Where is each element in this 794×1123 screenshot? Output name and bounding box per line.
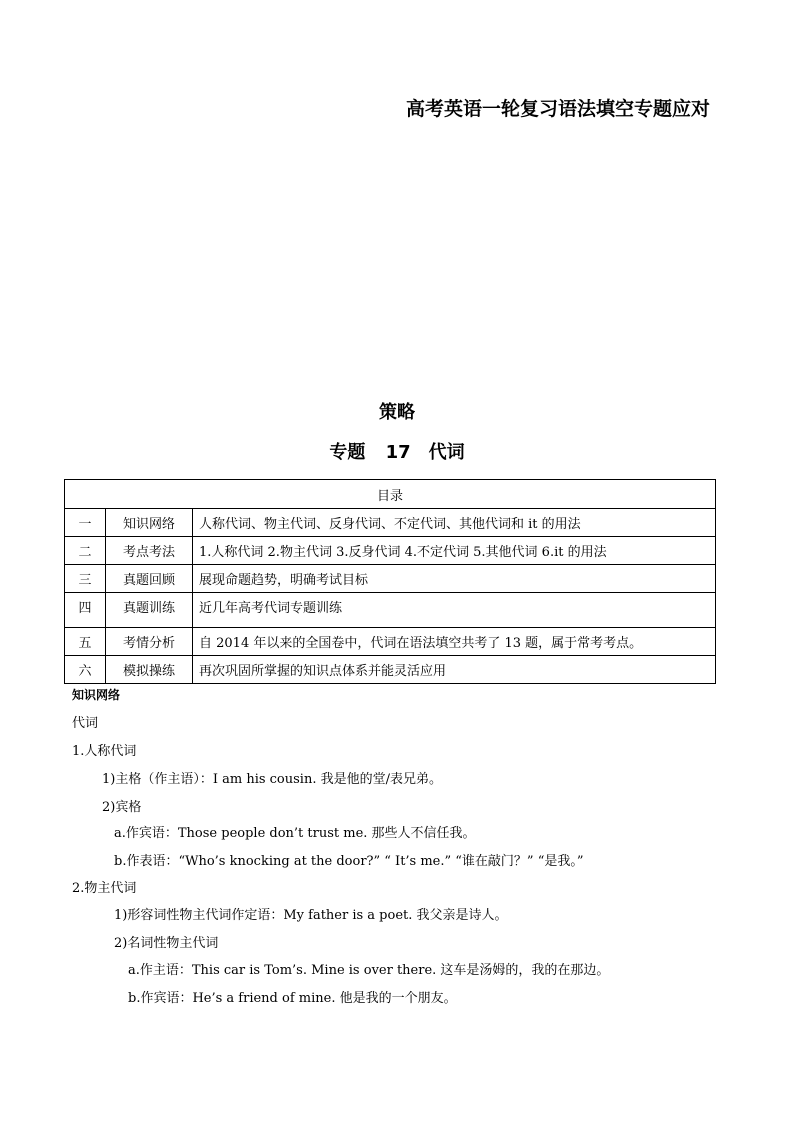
toc-num: 四 (65, 593, 106, 628)
toc-desc: 近几年高考代词专题训练 (193, 593, 716, 628)
table-row (65, 509, 716, 537)
topic-label: 代词 (72, 716, 99, 731)
section-item: 1.人称代词 (72, 744, 137, 759)
toc-name: 考点考法 (106, 537, 193, 565)
sub-item: 2)名词性物主代词 (114, 936, 219, 951)
toc-num: 六 (65, 656, 106, 684)
example-line: a.作宾语：Those people don’t trust me. 那些人不信任我。 (114, 826, 476, 841)
toc-name: 考情分析 (106, 628, 193, 656)
table-row (65, 565, 716, 593)
toc-name: 知识网络 (106, 509, 193, 537)
example-line: 1)形容词性物主代词作定语：My father is a poet. 我父亲是诗人。 (114, 908, 508, 923)
example-line: b.作表语：“Who’s knocking at the door?” “ It’s me.” “谁在敲门？” “是我。” (114, 854, 584, 869)
toc-desc: 展现命题趋势，明确考试目标 (193, 565, 716, 593)
toc-desc: 自 2014 年以来的全国卷中，代词在语法填空共考了 13 题，属于常考考点。 (193, 628, 716, 656)
section-heading: 知识网络 (72, 688, 121, 702)
toc-desc: 人称代词、物主代词、反身代词、不定代词、其他代词和 it 的用法 (193, 509, 716, 537)
toc-num: 一 (65, 509, 106, 537)
toc-name: 真题回顾 (106, 565, 193, 593)
document-subtitle: 策略 (379, 402, 415, 423)
toc-name: 模拟操练 (106, 656, 193, 684)
table-row (65, 537, 716, 565)
toc-num: 二 (65, 537, 106, 565)
example-line: b.作宾语：He’s a friend of mine. 他是我的一个朋友。 (128, 991, 457, 1006)
table-row (65, 593, 716, 628)
toc-num: 三 (65, 565, 106, 593)
table-of-contents (64, 479, 716, 684)
toc-name: 真题训练 (106, 593, 193, 628)
document-title: 专题 17 代词 (329, 442, 465, 463)
example-line: a.作主语：This car is Tom’s. Mine is over there. 这车是汤姆的，我的在那边。 (128, 963, 610, 978)
example-line: 1)主格（作主语）：I am his cousin. 我是他的堂/表兄弟。 (102, 772, 442, 787)
toc-desc: 1.人称代词 2.物主代词 3.反身代词 4.不定代词 5.其他代词 6.it 的用法 (193, 537, 716, 565)
sub-item: 2)宾格 (102, 800, 142, 815)
toc-num: 五 (65, 628, 106, 656)
table-row (65, 656, 716, 684)
table-row (65, 628, 716, 656)
toc-desc: 再次巩固所掌握的知识点体系并能灵活应用 (193, 656, 716, 684)
section-item: 2.物主代词 (72, 881, 137, 896)
toc-heading: 目录 (65, 480, 716, 509)
page-header-title: 高考英语一轮复习语法填空专题应对 (405, 98, 710, 120)
